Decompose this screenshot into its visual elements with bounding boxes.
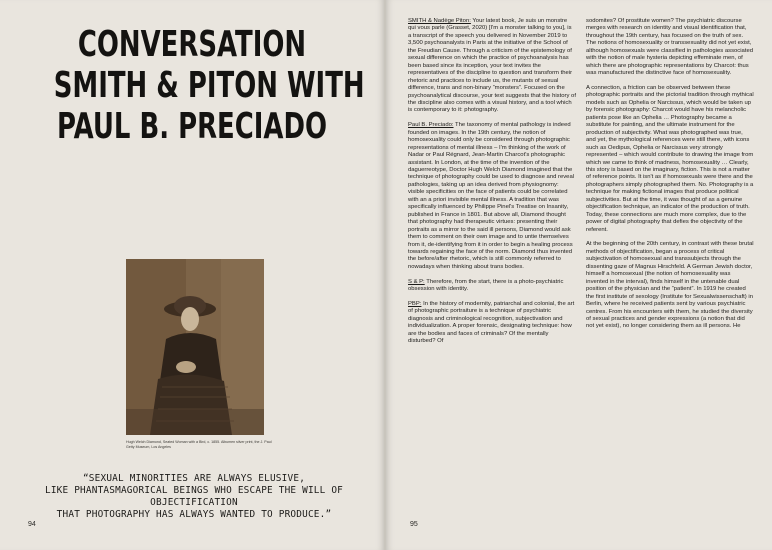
paragraph-text: Therefore, from the start, there is a photo-psychiatric obsession with identity. xyxy=(408,278,564,293)
speaker-label: S & P: xyxy=(408,278,425,285)
page-number-left: 94 xyxy=(28,521,36,528)
title-line: PAUL B. PRECIADO xyxy=(56,106,328,147)
paragraph: A connection, a friction can be observed between these photographic portraits and the pictorial tradition through mythical models such as Ophelia or Narcissus, which would be taken up by forensic photography: Charcot would have his melancholic patients pose like an Ophelia … Photography became a substitute for painting, and the ultimate instrument for the production of subjectivity. What was photographed was true, and yet, the mythological references were still there, with icons such as Oedipus, Ophelia or Narcissus very strongly represented – which would contribute to drawing the image from which we came to think of madness, homosexuality … Clearly, this story is based on the imaginary, fiction. This is not a matter of reference points. It isn't as if homosexuals were there and the photographers simply photographed them. No. Photography is a technique for making fictional images that produce political subjectivities. But at the time, it was thought of as a genuine objectification technique, an indicator of the production of truth. Today, these connections are much more complex, due to the power of digital photography that defies the objectivity of the referent. xyxy=(586,85,754,233)
photo-caption: Hugh Welch Diamond, Seated Woman with a Bird, c. 1855. Albumen silver print, the J. Paul Getty Museum, Los Angeles xyxy=(126,440,272,449)
paragraph: sodomites? Of prostitute women? The psychiatric discourse merges with research on identity and visual identification that, throughout the 19th century, has focused on the truth of sex. The notions of homosexuality or transsexuality did not yet exist, although homosexuals were classified in pathologies associated with the notion of male hysteria depicting effeminate men, of which there are photographic representations by Charcot: thus was manufactured the distinctive face of homosexuality. xyxy=(586,18,754,77)
left-page xyxy=(0,0,384,550)
page-number-right: 95 xyxy=(410,521,418,528)
portrait-photo xyxy=(126,259,264,435)
title-line: CONVERSATION xyxy=(77,24,307,65)
paragraph xyxy=(408,301,576,346)
quote-line: THAT PHOTOGRAPHY HAS ALWAYS WANTED TO PRODUCE.” xyxy=(56,509,332,520)
right-page xyxy=(386,0,772,550)
speaker-label: Paul B. Preciado: xyxy=(408,122,454,129)
paragraph-text: The taxonomy of mental pathology is indeed founded on images. In the 19th century, the notion of homosexuality could only be considered through photographic representations of mental illness – I'm thinking of the work of Nadar or Paul Régnard, Jean-Martin Charcot's photographic assistant. In London, at the time of the invention of the daguerreotype, Doctor Hugh Welch Diamond imagined that the technique of photography could be used to diagnose and reveal pathologies, taking up an idea derived from physiognomy: visible specificities on the face of patients could be correlated with an a priori invisible mental illness. A tradition that was specifically influenced by Philippe Pinel's Treatise on Insanity, published in France in 1801. But above all, Diamond thought that photography had therapeutic virtues: presenting their portraits as a mirror to the said ill persons, Diamond would ask them to comment on their own image and to untie themselves from it, de-identifying from it in order to begin a healing process towards regaining the face of the norm. Diamond thus invented the before/after rhetoric, which is still commonly referred to nowadays when thinking about trans bodies. xyxy=(408,122,575,270)
speaker-label: SMITH & Nadège Piton: xyxy=(408,18,471,24)
article-title xyxy=(53,24,365,147)
title-line: SMITH & PITON WITH xyxy=(53,65,365,106)
speaker-label: PBP: xyxy=(408,301,422,308)
paragraph xyxy=(408,18,576,115)
text-column-2 xyxy=(586,18,754,338)
quote-line: “SEXUAL MINORITIES ARE ALWAYS ELUSIVE, xyxy=(82,473,306,484)
paragraph-text: In the history of modernity, patriarchal and colonial, the art of photographic portraiture is a technique of psychiatric diagnosis and criminological recognition, subjectivation and individualization. A proper forensic, designating technique: how are the bodies and faces of criminals? Of the mentally disturbed? Of xyxy=(408,301,575,345)
text-column-1 xyxy=(408,18,576,353)
paragraph xyxy=(408,279,576,294)
quote-line: LIKE PHANTASMAGORICAL BEINGS WHO ESCAPE THE WILL OF OBJECTIFICATION xyxy=(44,485,344,508)
paragraph xyxy=(408,122,576,271)
paragraph-text: Your latest book, Je suis un monstre qui vous parle (Grasset, 2020) [I'm a monster talking to you], is a transcript of the speech you delivered in November 2019 to 3,500 psychoanalysts in Paris at the initiative of the School of the Freudian Cause. Through a criticism of the epistemology of sexual difference on which the practice of psychoanalysis has been based since its inception, your text invites the representatives of the discipline to question and transform their rhetoric and practices to include us, the mutants of sexual difference, trans and non-binary “monsters”. Focused on the psychoanalytical discourse, your text suggests that the history of the discipline also comes with a visual history, and a tool which is contemporary to it: photography. xyxy=(408,18,576,114)
seated-woman-image xyxy=(126,259,264,435)
pull-quote xyxy=(22,473,366,521)
paragraph: At the beginning of the 20th century, in contrast with these brutal methods of objectification, began a process of critical subjectivation of homosexual and transsubjects through the dissenting gaze of Magnus Hirschfeld. A German Jewish doctor, himself a homosexual (the notion of homosexuality was invented in the interval), finds himself in the untenable dual position of the physician and the “patient”. In 1919 he created the first institute of sexology (Institute for Sexualwissenschaft) in Berlin, where he received patients sent by various psychiatric centres. From his encounters with them, he studied the diversity of sexual practices and gender expressions (a notion that did not yet exist), no longer considering them as ill persons. He xyxy=(586,241,754,330)
